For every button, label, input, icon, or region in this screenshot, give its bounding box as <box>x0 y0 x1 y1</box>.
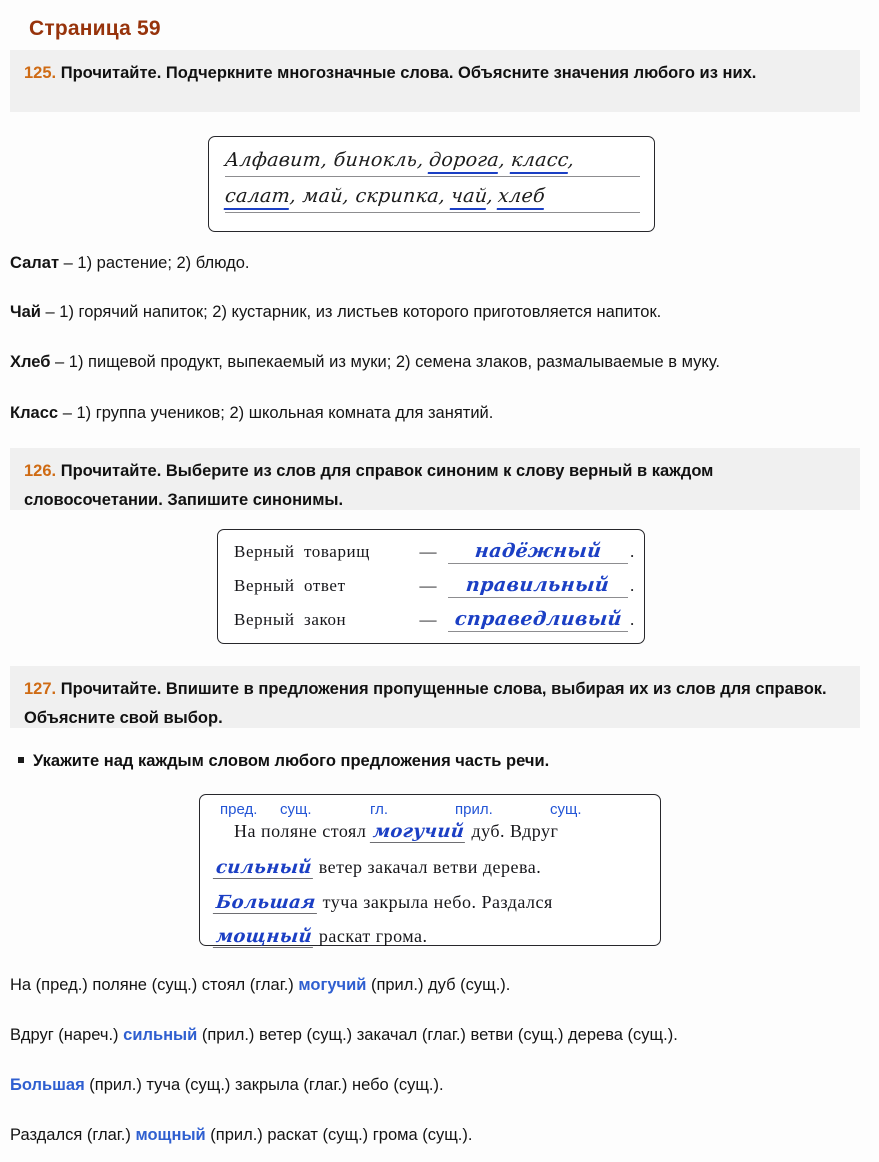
answer-body-chai: 1) горячий напиток; 2) кустарник, из листьев которого приготовляется напиток. <box>59 303 662 321</box>
parsed-2-highlight: сильный <box>123 1026 198 1044</box>
exercise-126-instruction-text: Прочитайте. Выберите из слов для справок синоним к слову верный в каждом словосочетании. Запишите синонимы. <box>24 462 714 509</box>
parsed-sentence-3 <box>10 1074 444 1096</box>
period-3: . <box>630 610 635 629</box>
exercise-125-instruction-band <box>10 50 860 112</box>
exercise-126-handwriting-box <box>217 529 645 644</box>
answer-line-salat <box>10 252 250 274</box>
exercise-127-handwriting-box <box>199 794 661 946</box>
hw-word-klass: класс <box>509 149 569 174</box>
text-after-insert-2: ветер закачал ветви дерева. <box>313 857 542 877</box>
parsed-sentence-1 <box>10 974 510 996</box>
pos-tag-sush-1: сущ. <box>280 801 312 818</box>
answer-slot-3 <box>448 608 628 632</box>
parsed-1-post: (прил.) дуб (сущ.). <box>366 976 511 994</box>
parsed-sentence-4 <box>10 1124 472 1146</box>
answer-body-salat: 1) растение; 2) блюдо. <box>77 254 250 272</box>
sentence-line-2 <box>214 857 541 879</box>
parsed-2-post: (прил.) ветер (сущ.) закачал (глаг.) ветви (сущ.) дерева (сущ.). <box>197 1026 678 1044</box>
parsed-3-highlight: Большая <box>10 1076 85 1094</box>
dash-1: — <box>419 542 437 561</box>
pos-tag-pril: прил. <box>455 801 493 818</box>
answer-dash-hleb: – <box>55 353 65 371</box>
answer-body-hleb: 1) пищевой продукт, выпекаемый из муки; 2) семена злаков, размалываемые в муку. <box>68 353 720 371</box>
hw-comma-2: , <box>566 149 576 171</box>
answer-line-chai <box>10 301 661 323</box>
hw-insert-bolshaya: Большая <box>213 892 319 914</box>
synonym-row-3 <box>234 608 634 632</box>
prompt-zakon: закон <box>304 610 347 629</box>
sentence-line-3 <box>214 892 553 914</box>
hw-comma-1: , <box>497 149 507 171</box>
part-of-speech-tag-row <box>220 801 640 821</box>
hw-answer-spravedlivy: справедливый <box>453 608 623 630</box>
exercise-127-instruction-band <box>10 666 860 728</box>
synonym-row-2 <box>234 574 634 598</box>
square-bullet-icon <box>18 757 24 763</box>
prompt-otvet: ответ <box>304 576 346 595</box>
exercise-125-number: 125. <box>24 64 57 82</box>
answer-dash-chai: – <box>45 303 55 321</box>
exercise-125-handwriting-box <box>208 136 655 232</box>
hw-word-group-2: , май, скрипка, <box>288 185 447 207</box>
exercise-127-sub-instruction <box>18 752 549 771</box>
sentence-line-4 <box>214 926 428 948</box>
hw-insert-moschny: мощный <box>213 926 315 948</box>
answer-line-hleb <box>10 351 720 373</box>
answer-word-hleb: Хлеб <box>10 353 51 371</box>
pos-tag-gl: гл. <box>370 801 389 818</box>
answer-slot-1 <box>448 540 628 564</box>
pos-tag-pred: пред. <box>220 801 258 818</box>
answer-word-klass: Класс <box>10 404 59 422</box>
parsed-4-highlight: мощный <box>135 1126 206 1144</box>
handwriting-line-1 <box>225 149 640 177</box>
handwriting-line-2 <box>225 185 640 213</box>
hw-answer-pravilny: правильный <box>465 574 611 596</box>
hw-insert-moguchiy: могучий <box>370 821 467 843</box>
parsed-2-pre: Вдруг (нареч.) <box>10 1026 124 1044</box>
hw-word-salat: салат <box>224 185 292 210</box>
text-after-insert-4: раскат грома. <box>313 926 428 946</box>
prompt-verny-1: Верный <box>234 542 295 561</box>
period-2: . <box>630 576 635 595</box>
hw-word-group: Алфавит, бинокль, <box>223 149 425 171</box>
prompt-tovarisch: товарищ <box>304 542 370 561</box>
hw-word-doroga: дорога <box>428 149 500 174</box>
exercise-125-instruction-text: Прочитайте. Подчеркните многозначные слова. Объясните значения любого из них. <box>60 64 757 82</box>
dash-3: — <box>419 610 437 629</box>
prompt-verny-3: Верный <box>234 610 295 629</box>
exercise-126-number: 126. <box>24 462 57 480</box>
answer-line-klass <box>10 402 493 424</box>
sub-instruction-text: Укажите над каждым словом любого предложения часть речи. <box>33 752 550 770</box>
parsed-1-pre: На (пред.) поляне (сущ.) стоял (глаг.) <box>10 976 299 994</box>
answer-slot-2 <box>448 574 628 598</box>
hw-word-hleb: хлеб <box>497 185 546 210</box>
exercise-127-number: 127. <box>24 680 57 698</box>
sentence-line-1 <box>234 821 558 843</box>
parsed-sentence-2 <box>10 1024 678 1046</box>
hw-word-chai: чай <box>449 185 488 210</box>
hw-answer-nadezhny: надёжный <box>473 540 603 562</box>
text-after-insert-3: туча закрыла небо. Раздался <box>317 892 553 912</box>
period-1: . <box>630 542 635 561</box>
parsed-4-post: (прил.) раскат (сущ.) грома (сущ.). <box>205 1126 473 1144</box>
synonym-row-1 <box>234 540 634 564</box>
page-title: Страница 59 <box>29 17 161 40</box>
text-before-insert-1: На поляне стоял <box>234 821 372 841</box>
exercise-127-instruction-text: Прочитайте. Впишите в предложения пропущенные слова, выбирая их из слов для справок. Объясните свой выбор. <box>24 680 827 727</box>
hw-comma-3: , <box>485 185 495 207</box>
parsed-3-post: (прил.) туча (сущ.) закрыла (глаг.) небо (сущ.). <box>84 1076 444 1094</box>
answer-word-salat: Салат <box>10 254 60 272</box>
dash-2: — <box>419 576 437 595</box>
hw-insert-silny: сильный <box>213 857 315 879</box>
text-after-insert-1: дуб. Вдруг <box>466 821 559 841</box>
parsed-4-pre: Раздался (глаг.) <box>10 1126 136 1144</box>
answer-word-chai: Чай <box>10 303 41 321</box>
answer-dash-salat: – <box>63 254 73 272</box>
prompt-verny-2: Верный <box>234 576 295 595</box>
answer-body-klass: 1) группа учеников; 2) школьная комната для занятий. <box>76 404 494 422</box>
pos-tag-sush-2: сущ. <box>550 801 582 818</box>
answer-dash-klass: – <box>62 404 72 422</box>
exercise-126-instruction-band <box>10 448 860 510</box>
parsed-1-highlight: могучий <box>298 976 367 994</box>
